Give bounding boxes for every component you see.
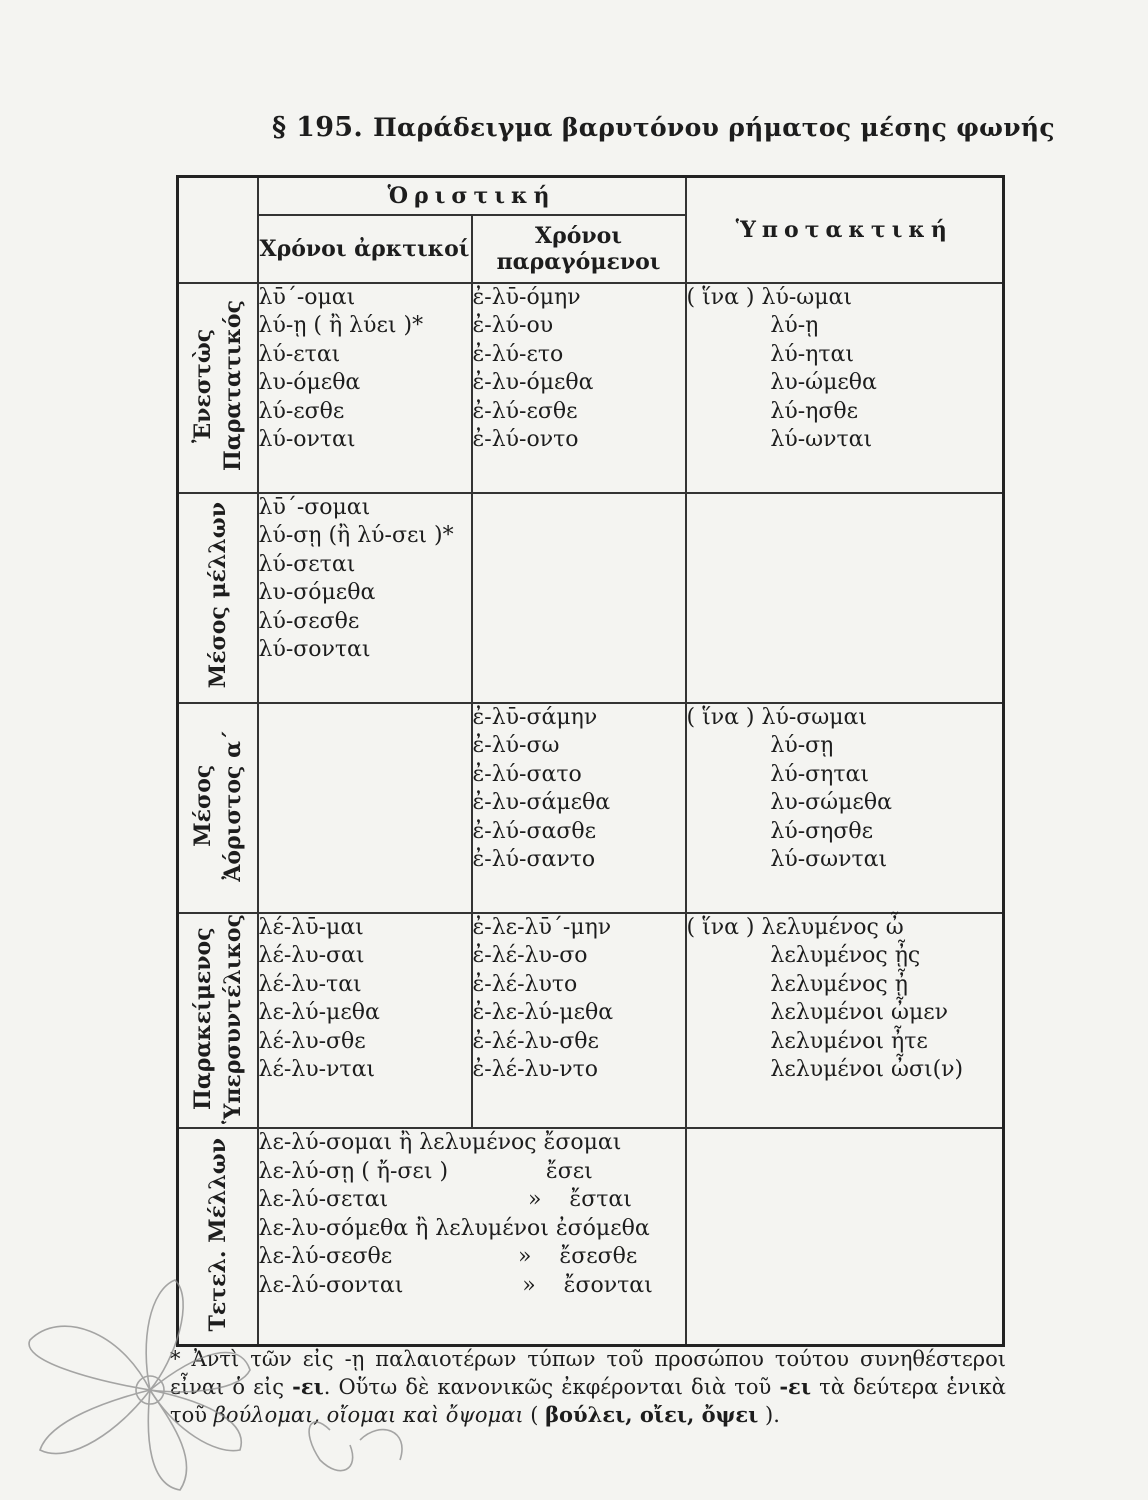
table-row (178, 493, 1004, 703)
row-label-perfect (178, 913, 258, 1129)
row-label-line: Ἐνεστὼς (189, 328, 216, 443)
row-label-line: Ὑπερσυντέλικος (219, 913, 246, 1124)
primary-tenses-header: Χρόνοι ἀρκτικοί (258, 215, 472, 283)
perfect-subjunctive-forms: ( ἵνα ) λελυμένος ὦ λελυμένος ᾖς λελυμένος ᾖ λελυμένοι ὦμεν λελυμένοι ἦτε λελυμένοι ὦσι(ν) (686, 913, 1004, 1129)
secondary-tenses-header (472, 215, 686, 283)
present-subjunctive-forms: ( ἵνα ) λύ-ωμαι λύ-ῃ λύ-ηται λυ-ώμεθα λύ-ησθε λύ-ωνται (686, 283, 1004, 493)
present-secondary-forms: ἐ-λῡ-όμην ἐ-λύ-ου ἐ-λύ-ετο ἐ-λυ-όμεθα ἐ-λύ-εσθε ἐ-λύ-οντο (472, 283, 686, 493)
perfect-primary-forms: λέ-λῡ-μαι λέ-λυ-σαι λέ-λυ-ται λε-λύ-μεθα λέ-λυ-σθε λέ-λυ-νται (258, 913, 472, 1129)
row-label-line: Παρακείμενος (189, 927, 216, 1110)
footnote-ending: -ει (779, 1374, 811, 1399)
present-primary-forms: λῡ΄-ομαι λύ-ῃ ( ἢ λύει )* λύ-εται λυ-όμεθα λύ-εσθε λύ-ονται (258, 283, 472, 493)
section-heading: Παράδειγμα βαρυτόνου ρήματος μέσης φωνής (373, 113, 1055, 142)
future-primary-forms: λῡ΄-σομαι λύ-σῃ (ἢ λύ-σει )* λύ-σεται λυ-σόμεθα λύ-σεσθε λύ-σονται (258, 493, 472, 703)
empty-cell (686, 493, 1004, 703)
table-row (178, 703, 1004, 913)
footnote-ending: -ει (292, 1374, 324, 1399)
footnote-text: τὰ δεύτερα ἑνικὰ τοῦ (170, 1375, 1006, 1427)
table-row (178, 283, 1004, 493)
footnote-verbs: βούλομαι, οἴομαι καὶ ὄψομαι (213, 1403, 524, 1427)
conjugation-table (176, 175, 1005, 1347)
perfect-secondary-forms: ἐ-λε-λῡ΄-μην ἐ-λέ-λυ-σο ἐ-λέ-λυτο ἐ-λε-λύ-μεθα ἐ-λέ-λυ-σθε ἐ-λέ-λυ-ντο (472, 913, 686, 1129)
footnote-forms: βούλει, οἴει, ὄψει (545, 1402, 759, 1427)
row-label-line: Τετελ. Μέλλων (204, 1137, 231, 1332)
empty-cell (472, 493, 686, 703)
row-label-aorist (178, 703, 258, 913)
aorist-subjunctive-forms: ( ἵνα ) λύ-σωμαι λύ-σῃ λύ-σηται λυ-σώμεθα λύ-σησθε λύ-σωνται (686, 703, 1004, 913)
indicative-header: Ὁριστική (258, 177, 686, 215)
secondary-header-line2: παραγόμενοι (496, 248, 661, 275)
subjunctive-header: Ὑποτακτική (686, 177, 1004, 283)
table-row (178, 913, 1004, 1129)
footnote-text: ( (523, 1403, 546, 1427)
corner-cell (178, 177, 258, 283)
row-label-line: Μέσος (189, 764, 216, 847)
footnote-text: ). (758, 1403, 780, 1427)
secondary-header-line1: Χρόνοι (535, 222, 622, 249)
section-number: § 195. (272, 112, 364, 143)
empty-cell (258, 703, 472, 913)
footnote-text: . Οὕτω δὲ κανονικῶς ἐκφέρονται διὰ τοῦ (323, 1375, 780, 1399)
empty-cell (686, 1128, 1004, 1345)
row-label-line: Μέσος μέλλων (204, 502, 231, 689)
row-label-future (178, 493, 258, 703)
row-label-line: Ἀόριστος α΄ (219, 729, 246, 882)
row-label-line: Παρατατικός (219, 299, 246, 471)
section-title (272, 112, 1055, 143)
pencil-flower-doodle (0, 1270, 460, 1500)
footnote-text: * Ἀντὶ τῶν εἰς -ῃ παλαιοτέρων τύπων τοῦ προσώπου τούτου συνηθέστεροι εἶναι ὁ εἰς (170, 1347, 1006, 1399)
row-label-present (178, 283, 258, 493)
aorist-secondary-forms: ἐ-λῡ-σάμην ἐ-λύ-σω ἐ-λύ-σατο ἐ-λυ-σάμεθα ἐ-λύ-σασθε ἐ-λύ-σαντο (472, 703, 686, 913)
future-perfect-forms: λε-λύ-σομαι ἢ λελυμένος ἔσομαι λε-λύ-σῃ ( ἤ-σει ) ἔσει λε-λύ-σεται » ἔσται λε-λυ-σόμεθα ἢ λελυμένοι ἐσόμεθα λε-λύ-σεσθε » ἔσεσθε λε-λύ-σονται » ἔσονται (258, 1128, 686, 1345)
